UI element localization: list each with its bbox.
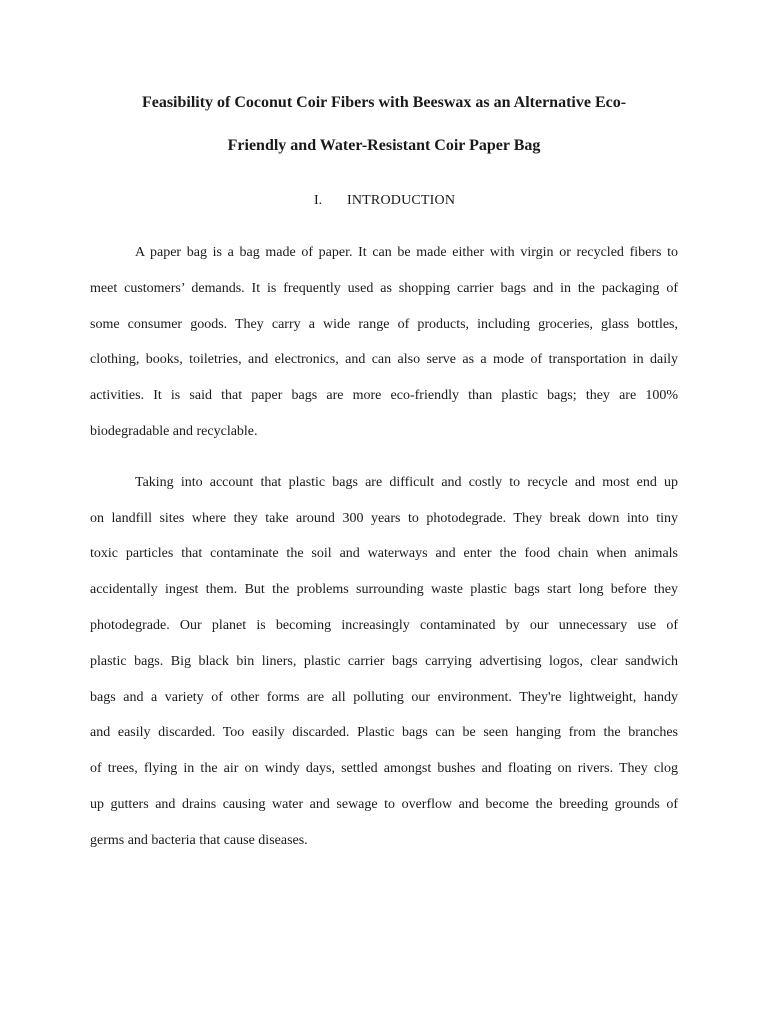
section-number: I.: [314, 193, 323, 208]
paragraph-line: bags and a variety of other forms are all polluting our environment. They're lightweight, handy: [90, 690, 678, 705]
paragraph-line: meet customers’ demands. It is frequently used as shopping carrier bags and in the packaging of: [90, 281, 678, 296]
paragraph-line: activities. It is said that paper bags are more eco-friendly than plastic bags; they are 100%: [90, 388, 678, 403]
paragraph-line: Taking into account that plastic bags are difficult and costly to recycle and most end up: [135, 475, 678, 490]
paragraph-line: some consumer goods. They carry a wide range of products, including groceries, glass bottles,: [90, 317, 678, 332]
paragraph-line: on landfill sites where they take around 300 years to photodegrade. They break down into tiny: [90, 511, 678, 526]
section-title: INTRODUCTION: [347, 193, 456, 208]
paragraph-line: of trees, flying in the air on windy days, settled amongst bushes and floating on rivers. They clog: [90, 761, 678, 776]
document-title-line-2: Friendly and Water-Resistant Coir Paper Bag: [227, 137, 541, 154]
paragraph-line: accidentally ingest them. But the problems surrounding waste plastic bags start long before they: [90, 582, 678, 597]
document-title-line-1: Feasibility of Coconut Coir Fibers with Beeswax as an Alternative Eco-: [141, 94, 627, 111]
paragraph-line: plastic bags. Big black bin liners, plastic carrier bags carrying advertising logos, clear sandwich: [90, 654, 678, 669]
paragraph-line: biodegradable and recyclable.: [90, 424, 258, 439]
paragraph-line: photodegrade. Our planet is becoming increasingly contaminated by our unnecessary use of: [90, 618, 678, 633]
paragraph-line: toxic particles that contaminate the soil and waterways and enter the food chain when animals: [90, 546, 678, 561]
paragraph-line: clothing, books, toiletries, and electronics, and can also serve as a mode of transportation in daily: [90, 352, 678, 367]
paragraph-line: A paper bag is a bag made of paper. It can be made either with virgin or recycled fibers to: [135, 245, 678, 260]
paragraph-line: and easily discarded. Too easily discarded. Plastic bags can be seen hanging from the branches: [90, 725, 678, 740]
paragraph-line: up gutters and drains causing water and sewage to overflow and become the breeding grounds of: [90, 797, 678, 812]
paragraph-line: germs and bacteria that cause diseases.: [90, 833, 308, 848]
